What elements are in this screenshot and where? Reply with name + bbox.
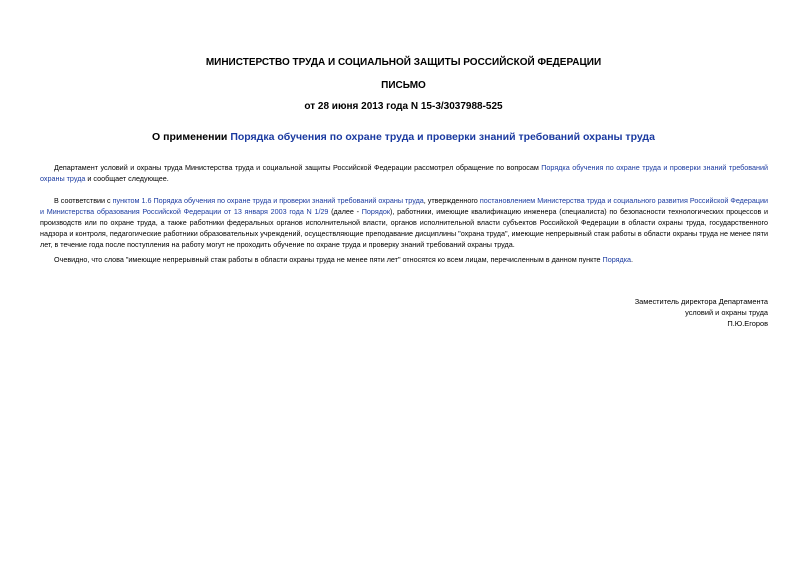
p2-link-resolution[interactable]: постановлением Министерства труда и социального развития Российской Федерации и Министерства образования Российской Федерации от 13 января 2003 года N 1/29 bbox=[40, 196, 769, 216]
document-date-number: от 28 июня 2013 года N 15-3/3037988-525 bbox=[304, 101, 503, 112]
p2-link-clause[interactable]: пунктом 1.6 Порядка обучения по охране труда и проверки знаний требований охраны труда bbox=[112, 196, 424, 205]
p2-text-4: ), работники, имеющие квалификацию инженера (специалиста) по безопасности технологических процессов и производств или по охране труда, а также работники федеральных органов исполнительной власти, органов исполнительной власти субъектов Российской Федерации в области охраны труда, государственного надзора и контроля, педагогические работники образовательных учреждений, осуществляющие преподавание дисциплины "охрана труда", имеющие непрерывный стаж работы в области охраны труда не менее пяти лет, в течение года после поступления на работу могут не проходить обучение по охране труда и проверку знаний требований охраны труда. bbox=[40, 207, 768, 249]
p1-link-order[interactable]: Порядка обучения по охране труда и проверки знаний требований охраны труда bbox=[40, 163, 768, 183]
p3-text-2: . bbox=[631, 255, 633, 264]
subject-prefix: О применении bbox=[152, 131, 231, 143]
paragraph-3 bbox=[40, 254, 768, 265]
paragraph-2 bbox=[40, 195, 768, 250]
signature-block bbox=[635, 296, 768, 329]
p2-text-2: , утвержденного bbox=[423, 196, 480, 205]
p3-link-order[interactable]: Порядка bbox=[602, 255, 631, 264]
p2-text-3: (далее - bbox=[328, 207, 362, 216]
document-type: ПИСЬМО bbox=[381, 80, 426, 91]
document-subject bbox=[0, 131, 807, 143]
p1-text-1: Департамент условий и охраны труда Министерства труда и социальной защиты Российской Федерации рассмотрел обращение по вопросам bbox=[54, 163, 542, 172]
p2-text-1: В соответствии с bbox=[54, 196, 113, 205]
signature-position: Заместитель директора Департамента bbox=[634, 297, 768, 306]
p1-text-2: и сообщает следующее. bbox=[85, 174, 169, 183]
subject-link[interactable]: Порядка обучения по охране труда и проверки знаний требований охраны труда bbox=[230, 131, 655, 143]
paragraph-1 bbox=[40, 162, 768, 184]
ministry-heading: МИНИСТЕРСТВО ТРУДА И СОЦИАЛЬНОЙ ЗАЩИТЫ РОССИЙСКОЙ ФЕДЕРАЦИИ bbox=[205, 57, 602, 68]
signature-name: П.Ю.Егоров bbox=[727, 319, 768, 328]
p3-text-1: Очевидно, что слова "имеющие непрерывный стаж работы в области охраны труда не менее пяти лет" относятся ко всем лицам, перечисленным в данном пункте bbox=[54, 255, 603, 264]
p2-link-order[interactable]: Порядок bbox=[361, 207, 391, 216]
signature-department: условий и охраны труда bbox=[685, 308, 768, 317]
